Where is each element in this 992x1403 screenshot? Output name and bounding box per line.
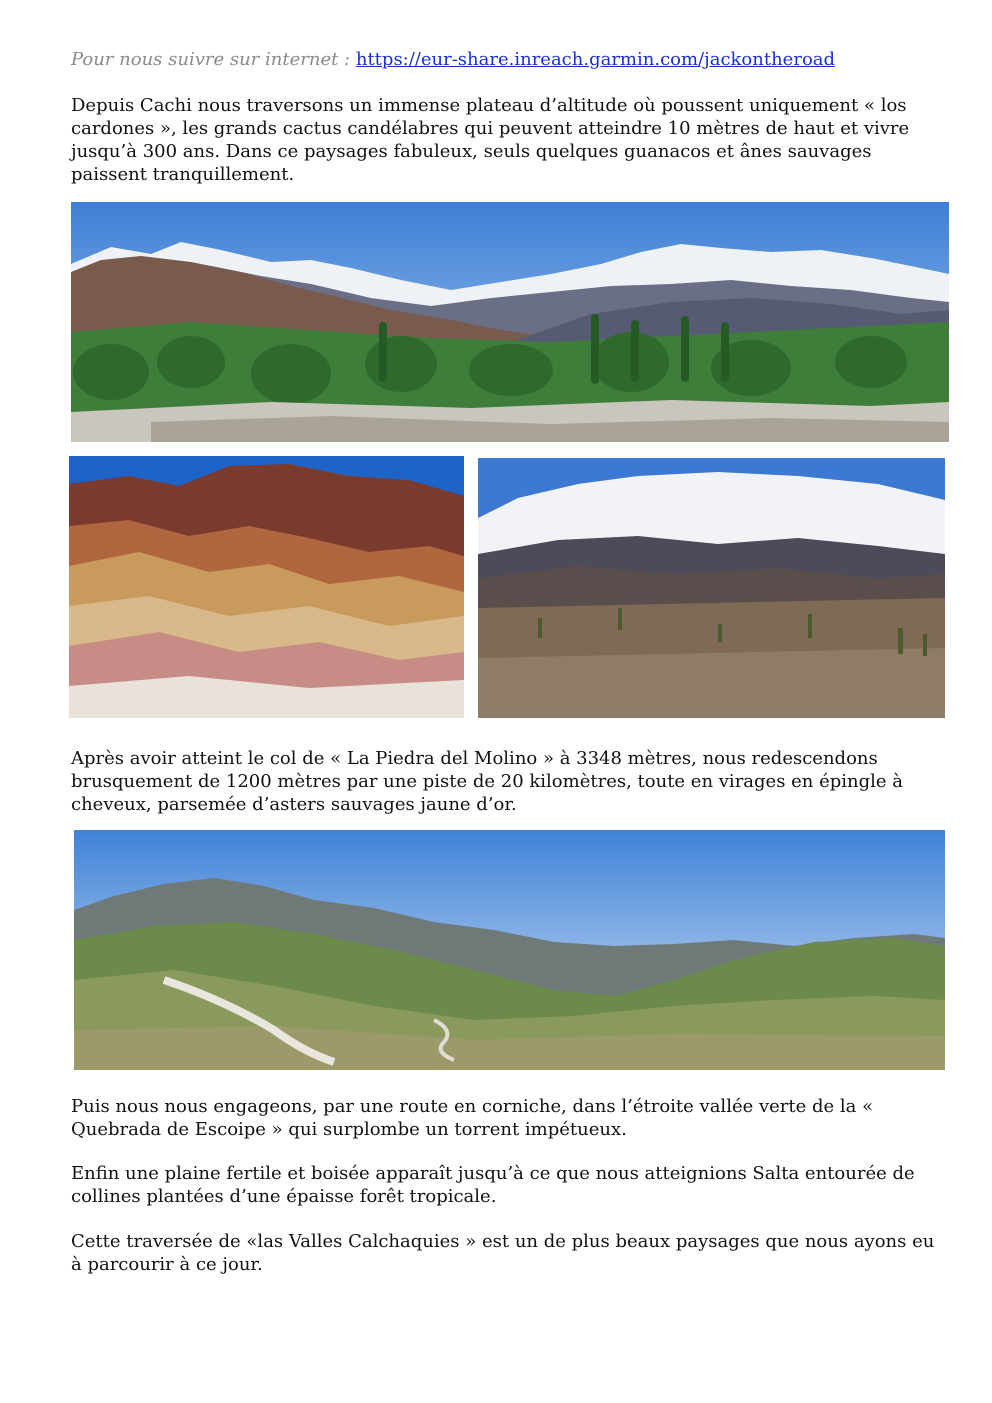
paragraph-quebrada-de-escoipe: Puis nous nous engageons, par une route en corniche, dans l’étroite vallée verte de la « Quebrada de Escoipe » qui surplombe un torrent impétueux. [71, 1096, 874, 1140]
paragraph-cachi-plateau: Depuis Cachi nous traversons un immense plateau d’altitude où poussent uniquement « los cardones », les grands cactus candélabres qui peuvent atteindre 10 mètres de haut et vivre jusqu’à 300 ans. Dans ce paysages fabuleux, seuls quelques guanacos et ânes sauvages paissent tranquillement. [71, 95, 910, 185]
follow-lead-text: Pour nous suivre sur internet : [71, 49, 351, 70]
follow-line [71, 48, 835, 71]
photo-colored-mountains [69, 456, 464, 718]
photo-cachi-valley-panorama [71, 202, 949, 442]
photo-cardones-plateau [478, 458, 945, 718]
paragraph-salta: Enfin une plaine fertile et boisée apparaît jusqu’à ce que nous atteignions Salta entourée de collines plantées d’une épaisse forêt tropicale. [71, 1163, 915, 1207]
tracking-link[interactable]: https://eur-share.inreach.garmin.com/jackontheroad [355, 49, 836, 70]
paragraph-valles-calchaquies: Cette traversée de «las Valles Calchaquies » est un de plus beaux paysages que nous ayons eu à parcourir à ce jour. [71, 1231, 935, 1275]
paragraph-piedra-del-molino: Après avoir atteint le col de « La Piedra del Molino » à 3348 mètres, nous redescendons brusquement de 1200 mètres par une piste de 20 kilomètres, toute en virages en épingle à cheveux, parsemée d’asters sauvages jaune d’or. [71, 748, 904, 815]
photo-escoipe-valley-panorama [74, 830, 945, 1070]
